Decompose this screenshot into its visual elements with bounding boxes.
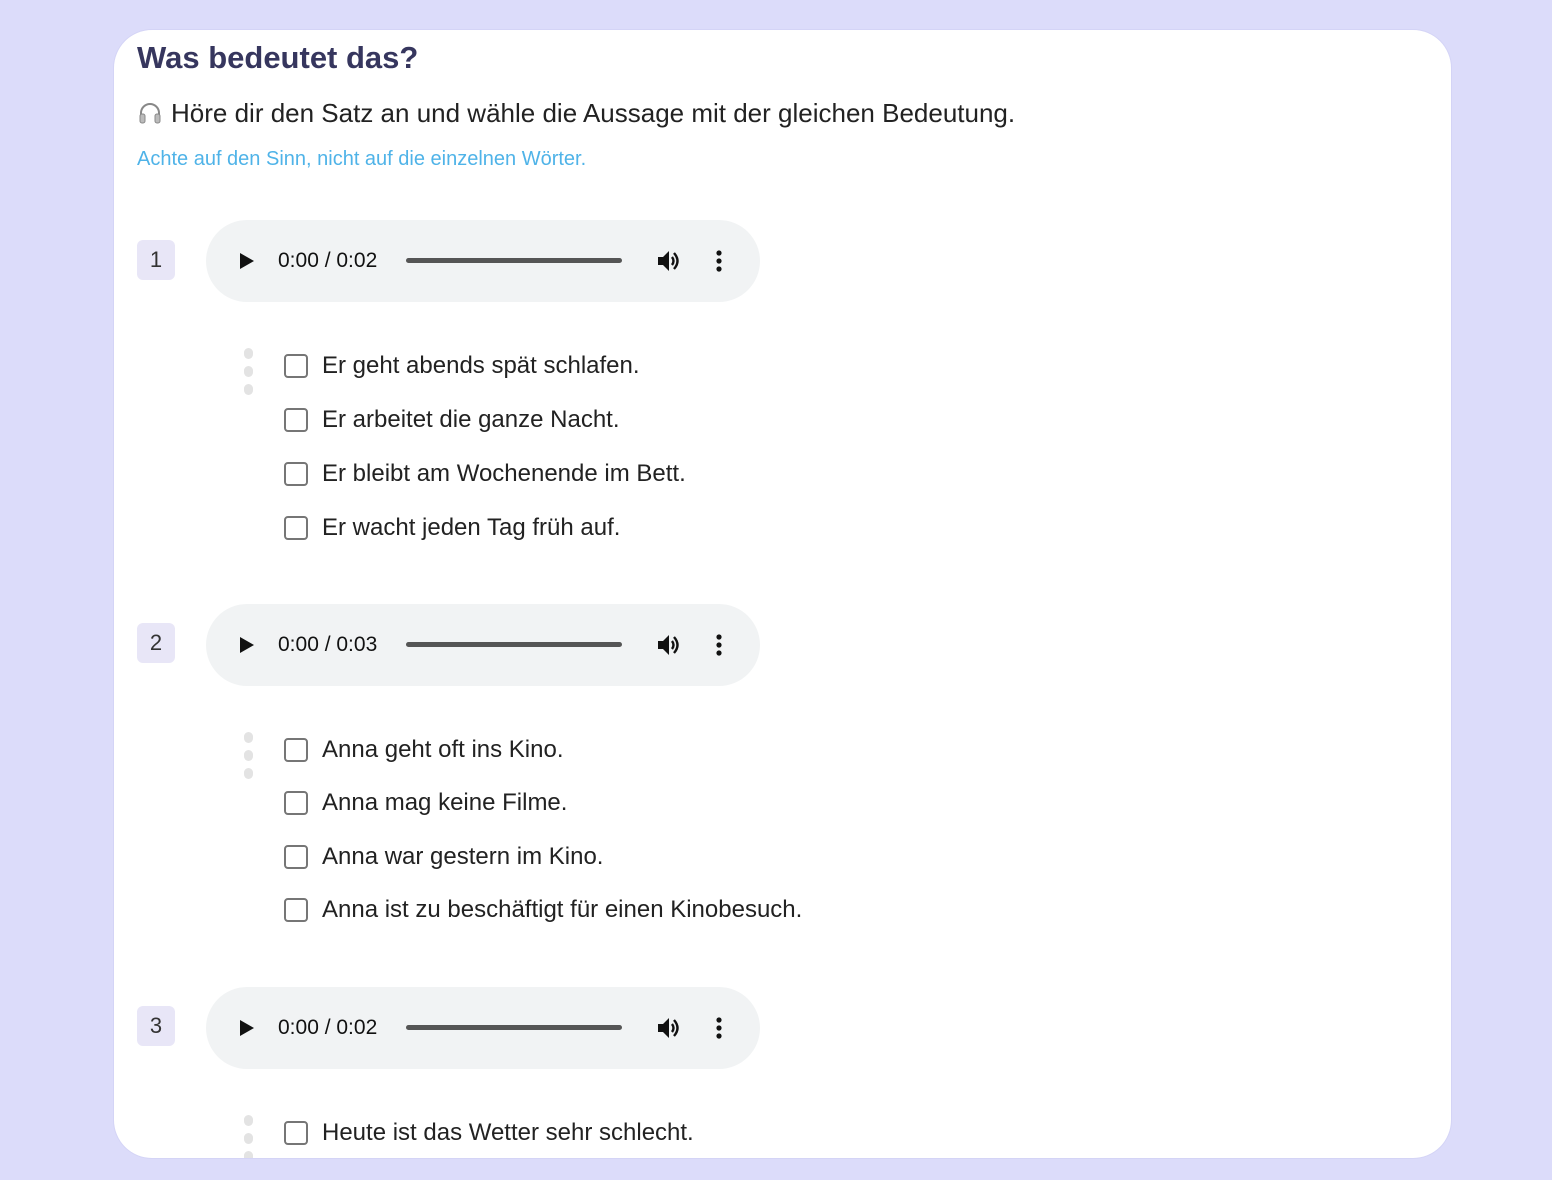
- answer-label: Heute ist das Wetter sehr schlecht.: [322, 1119, 694, 1146]
- audio-time: 0:00 / 0:02: [278, 249, 378, 272]
- answer-checkbox[interactable]: [284, 1121, 308, 1145]
- headphones-icon: [137, 100, 163, 126]
- answer-checkbox[interactable]: [284, 898, 308, 922]
- exercise-hint: Achte auf den Sinn, nicht auf die einzelnen Wörter.: [137, 148, 587, 170]
- play-icon[interactable]: [240, 1020, 254, 1036]
- answer-label: Anna war gestern im Kino.: [322, 843, 604, 870]
- play-icon[interactable]: [240, 253, 254, 269]
- exercise-card: [114, 30, 1451, 1158]
- answer-option[interactable]: [284, 837, 603, 877]
- answer-option[interactable]: [284, 730, 564, 770]
- more-options-icon[interactable]: [714, 632, 724, 658]
- question-number: 1: [137, 240, 175, 280]
- answer-checkbox[interactable]: [284, 791, 308, 815]
- audio-time: 0:00 / 0:02: [278, 1016, 378, 1039]
- audio-progress-slider[interactable]: [406, 642, 622, 647]
- answer-label: Anna ist zu beschäftigt für einen Kinobesuch.: [322, 896, 803, 923]
- answer-label: Anna mag keine Filme.: [322, 789, 568, 816]
- answer-option[interactable]: [284, 1113, 694, 1153]
- answer-label: Er wacht jeden Tag früh auf.: [322, 514, 621, 541]
- exercise-title: Was bedeutet das?: [137, 40, 419, 75]
- answer-option[interactable]: [284, 454, 686, 494]
- answer-option[interactable]: [284, 890, 802, 930]
- audio-player[interactable]: [206, 604, 760, 686]
- answer-checkbox[interactable]: [284, 354, 308, 378]
- audio-progress-slider[interactable]: [406, 258, 622, 263]
- answer-checkbox[interactable]: [284, 738, 308, 762]
- answer-label: Anna geht oft ins Kino.: [322, 736, 564, 763]
- question-number: 3: [137, 1006, 175, 1046]
- answer-option[interactable]: [284, 400, 620, 440]
- audio-time: 0:00 / 0:03: [278, 633, 378, 656]
- drag-handle-icon[interactable]: [244, 1115, 254, 1158]
- drag-handle-icon[interactable]: [244, 732, 254, 780]
- drag-handle-icon[interactable]: [244, 348, 254, 396]
- audio-player[interactable]: [206, 220, 760, 302]
- more-options-icon[interactable]: [714, 1015, 724, 1041]
- volume-icon[interactable]: [656, 248, 684, 274]
- answer-checkbox[interactable]: [284, 845, 308, 869]
- answer-label: Er geht abends spät schlafen.: [322, 352, 640, 379]
- answer-option[interactable]: [284, 508, 620, 548]
- audio-progress-slider[interactable]: [406, 1025, 622, 1030]
- answer-option[interactable]: [284, 346, 640, 386]
- more-options-icon[interactable]: [714, 248, 724, 274]
- play-icon[interactable]: [240, 637, 254, 653]
- volume-icon[interactable]: [656, 1015, 684, 1041]
- answer-label: Er bleibt am Wochenende im Bett.: [322, 460, 686, 487]
- answer-option[interactable]: [284, 783, 567, 823]
- answer-checkbox[interactable]: [284, 408, 308, 432]
- volume-icon[interactable]: [656, 632, 684, 658]
- audio-player[interactable]: [206, 987, 760, 1069]
- answer-checkbox[interactable]: [284, 516, 308, 540]
- answer-label: Er arbeitet die ganze Nacht.: [322, 406, 620, 433]
- question-number: 2: [137, 623, 175, 663]
- instruction-text: Höre dir den Satz an und wähle die Aussage mit der gleichen Bedeutung.: [171, 98, 1016, 128]
- answer-checkbox[interactable]: [284, 462, 308, 486]
- exercise-instruction: [137, 96, 1015, 130]
